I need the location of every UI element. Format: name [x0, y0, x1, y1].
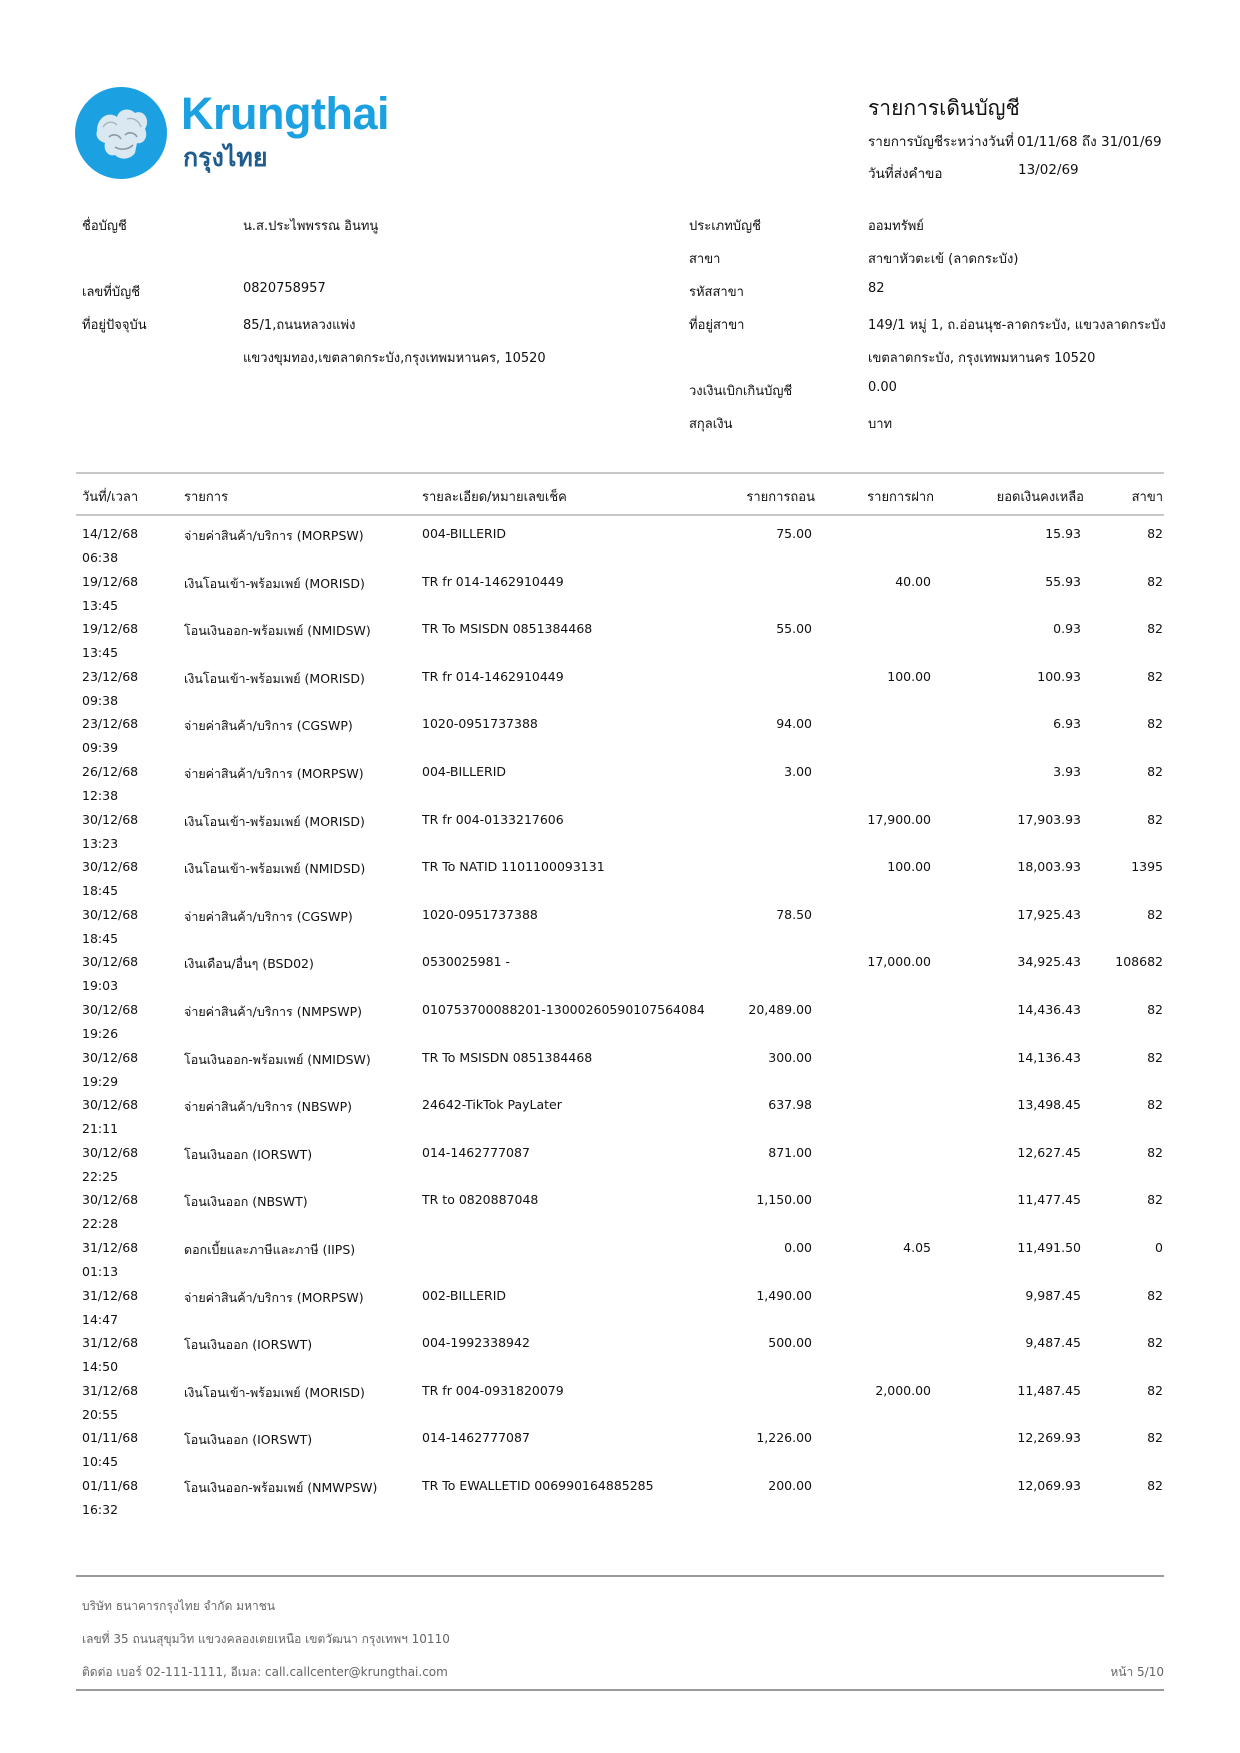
row-deposit: 4.05 [903, 1240, 931, 1255]
row-description: โอนเงินออก-พร้อมเพย์ (NMIDSW) [184, 1051, 371, 1067]
row-description: เงินโอนเข้า-พร้อมเพย์ (MORISD) [184, 670, 365, 686]
col-header-detail: รายละเอียด/หมายเลขเช็ค [422, 490, 567, 505]
period-value: 01/11/68 ถึง 31/01/69 [1017, 134, 1162, 150]
row-time: 16:32 [82, 1502, 119, 1517]
table-row [0, 1188, 1240, 1236]
row-branch: 82 [1147, 526, 1163, 541]
krungthai-logo-emblem [75, 87, 167, 179]
row-description: จ่ายค่าสินค้า/บริการ (CGSWP) [184, 908, 353, 924]
row-description: จ่ายค่าสินค้า/บริการ (MORPSW) [184, 766, 364, 781]
row-detail: TR To NATID 1101100093131 [422, 859, 605, 875]
account-type-value: ออมทรัพย์ [868, 219, 924, 234]
row-time: 01:13 [82, 1264, 119, 1279]
row-description: เงินโอนเข้า-พร้อมเพย์ (MORISD) [184, 1384, 365, 1400]
row-date: 23/12/68 [82, 716, 139, 732]
row-time: 13:45 [82, 645, 119, 661]
row-withdrawal: 78.50 [776, 906, 812, 922]
row-description: โอนเงินออก-พร้อมเพย์ (NMWPSW) [184, 1480, 378, 1495]
table-row [0, 1284, 1240, 1332]
page-number: หน้า 5/10 [1110, 1665, 1164, 1679]
row-branch: 82 [1147, 811, 1163, 827]
col-header-withdrawal: รายการถอน [746, 490, 815, 505]
row-branch: 82 [1147, 668, 1163, 684]
row-description: จ่ายค่าสินค้า/บริการ (NBSWP) [184, 1099, 353, 1115]
row-detail: 004-BILLERID [422, 764, 507, 779]
row-detail: TR fr 014-1462910449 [422, 668, 564, 684]
row-withdrawal: 20,489.00 [748, 1002, 812, 1017]
row-balance: 12,069.93 [1017, 1478, 1081, 1493]
row-date: 26/12/68 [82, 764, 139, 779]
footer-top-rule [76, 1575, 1164, 1577]
account-number-label: เลขที่บัญชี [82, 285, 141, 300]
row-description: ดอกเบี้ยและภาษีและภาษี (IIPS) [184, 1242, 356, 1257]
row-detail: TR to 0820887048 [422, 1192, 539, 1208]
row-branch: 82 [1147, 1335, 1163, 1351]
row-balance: 14,136.43 [1017, 1049, 1081, 1065]
footer-address: เลขที่ 35 ถนนสุขุมวิท แขวงคลองเตยเหนือ เขตวัฒนา กรุงเทพฯ 10110 [82, 1632, 450, 1646]
row-date: 30/12/68 [82, 1097, 139, 1113]
row-detail: TR fr 004-0931820079 [422, 1382, 564, 1398]
row-time: 19:03 [82, 978, 119, 994]
address-line-1: 85/1,ถนนหลวงแพ่ง [243, 318, 356, 333]
row-time: 18:45 [82, 883, 119, 899]
row-withdrawal: 1,490.00 [756, 1287, 812, 1303]
row-withdrawal: 3.00 [784, 764, 812, 779]
row-time: 19:26 [82, 1026, 119, 1041]
row-time: 14:47 [82, 1311, 119, 1327]
row-balance: 100.93 [1037, 668, 1081, 684]
branch-address-label: ที่อยู่สาขา [689, 318, 745, 333]
row-balance: 17,903.93 [1017, 811, 1081, 827]
address-label: ที่อยู่ปัจจุบัน [82, 318, 147, 333]
table-header-rule [76, 514, 1164, 516]
row-time: 21:11 [82, 1121, 119, 1137]
row-time: 19:29 [82, 1073, 119, 1089]
row-time: 12:38 [82, 788, 119, 803]
row-date: 31/12/68 [82, 1382, 139, 1398]
branch-code-label: รหัสสาขา [689, 285, 744, 300]
branch-label: สาขา [689, 252, 721, 267]
row-branch: 82 [1147, 621, 1163, 637]
table-row [0, 1141, 1240, 1189]
row-detail: 002-BILLERID [422, 1287, 507, 1303]
row-description: จ่ายค่าสินค้า/บริการ (CGSWP) [184, 718, 353, 734]
row-balance: 17,925.43 [1017, 906, 1081, 922]
col-header-balance: ยอดเงินคงเหลือ [996, 490, 1084, 505]
row-date: 31/12/68 [82, 1287, 139, 1303]
row-balance: 12,627.45 [1017, 1144, 1081, 1160]
row-date: 01/11/68 [82, 1430, 139, 1446]
row-branch: 0 [1155, 1240, 1163, 1255]
table-row [0, 855, 1240, 903]
row-balance: 18,003.93 [1017, 859, 1081, 875]
row-withdrawal: 637.98 [768, 1097, 812, 1113]
row-withdrawal: 94.00 [776, 716, 812, 732]
table-row [0, 570, 1240, 618]
row-withdrawal: 75.00 [776, 526, 812, 541]
brand-name-th: กรุงไทย [183, 143, 268, 172]
row-time: 18:45 [82, 930, 119, 946]
row-detail: TR To MSISDN 0851384468 [422, 1049, 593, 1065]
row-branch: 82 [1147, 1287, 1163, 1303]
row-branch: 82 [1147, 1192, 1163, 1208]
row-detail: 014-1462777087 [422, 1144, 530, 1160]
row-branch: 82 [1147, 1049, 1163, 1065]
table-row [0, 1331, 1240, 1379]
table-row [0, 998, 1240, 1046]
row-time: 13:45 [82, 597, 119, 613]
row-time: 14:50 [82, 1359, 119, 1375]
row-detail: TR fr 014-1462910449 [422, 573, 564, 589]
row-balance: 9,487.45 [1025, 1335, 1081, 1351]
table-row [0, 1426, 1240, 1474]
row-detail: 004-BILLERID [422, 526, 507, 541]
branch-address-line-1: 149/1 หมู่ 1, ถ.อ่อนนุช-ลาดกระบัง, แขวงลาดกระบัง [868, 318, 1166, 333]
row-description: จ่ายค่าสินค้า/บริการ (MORPSW) [184, 1289, 364, 1305]
row-balance: 12,269.93 [1017, 1430, 1081, 1446]
table-row [0, 665, 1240, 713]
col-header-description: รายการ [184, 490, 229, 505]
row-withdrawal: 55.00 [776, 621, 812, 637]
row-date: 19/12/68 [82, 573, 139, 589]
row-time: 22:25 [82, 1168, 119, 1184]
row-branch: 82 [1147, 1478, 1163, 1493]
row-date: 30/12/68 [82, 859, 139, 875]
garuda-emblem-icon [75, 87, 167, 179]
row-time: 22:28 [82, 1216, 119, 1232]
period-label: รายการบัญชีระหว่างวันที่ [868, 134, 1014, 150]
row-withdrawal: 0.00 [784, 1240, 812, 1255]
row-balance: 14,436.43 [1017, 1002, 1081, 1017]
table-row [0, 1236, 1240, 1284]
account-type-label: ประเภทบัญชี [689, 219, 761, 234]
row-description: เงินโอนเข้า-พร้อมเพย์ (MORISD) [184, 813, 365, 829]
row-branch: 1395 [1131, 859, 1163, 875]
row-withdrawal: 500.00 [768, 1335, 812, 1351]
table-row [0, 760, 1240, 808]
row-description: จ่ายค่าสินค้า/บริการ (NMPSWP) [184, 1004, 362, 1019]
col-header-deposit: รายการฝาก [867, 490, 934, 505]
table-row [0, 808, 1240, 856]
row-date: 30/12/68 [82, 1049, 139, 1065]
document-title: รายการเดินบัญชี [868, 96, 1020, 120]
row-time: 20:55 [82, 1406, 119, 1422]
branch-value: สาขาหัวตะเข้ (ลาดกระบัง) [868, 252, 1019, 267]
row-balance: 9,987.45 [1025, 1287, 1081, 1303]
row-balance: 11,491.50 [1017, 1240, 1081, 1255]
row-detail: 1020-0951737388 [422, 716, 538, 732]
row-description: โอนเงินออก (NBSWT) [184, 1194, 308, 1210]
row-description: เงินโอนเข้า-พร้อมเพย์ (NMIDSD) [184, 861, 366, 877]
row-balance: 15.93 [1045, 526, 1081, 541]
row-time: 13:23 [82, 835, 119, 851]
row-date: 19/12/68 [82, 621, 139, 637]
row-time: 09:39 [82, 740, 119, 756]
row-date: 31/12/68 [82, 1335, 139, 1351]
row-description: จ่ายค่าสินค้า/บริการ (MORPSW) [184, 528, 364, 543]
row-balance: 34,925.43 [1017, 954, 1081, 970]
row-time: 09:38 [82, 692, 119, 708]
request-date-value: 13/02/69 [1018, 162, 1079, 178]
row-date: 30/12/68 [82, 811, 139, 827]
currency-value: บาท [868, 417, 893, 432]
request-date-label: วันที่ส่งคำขอ [868, 166, 943, 182]
row-detail: 010753700088201-13000260590107564084 [422, 1002, 705, 1017]
table-row [0, 950, 1240, 998]
row-detail: 014-1462777087 [422, 1430, 530, 1446]
row-detail: TR To EWALLETID 006990164885285 [422, 1478, 654, 1493]
row-balance: 11,487.45 [1017, 1382, 1081, 1398]
footer-bottom-rule [76, 1689, 1164, 1691]
currency-label: สกุลเงิน [689, 417, 733, 432]
row-branch: 108682 [1115, 954, 1163, 970]
row-balance: 13,498.45 [1017, 1097, 1081, 1113]
row-time: 06:38 [82, 550, 119, 565]
row-detail: 0530025981 - [422, 954, 511, 970]
row-description: โอนเงินออก (IORSWT) [184, 1432, 313, 1448]
branch-code-value: 82 [868, 281, 885, 296]
row-balance: 3.93 [1053, 764, 1081, 779]
row-branch: 82 [1147, 716, 1163, 732]
row-branch: 82 [1147, 906, 1163, 922]
table-row [0, 1093, 1240, 1141]
table-row [0, 1474, 1240, 1522]
table-row [0, 1046, 1240, 1094]
row-balance: 6.93 [1053, 716, 1081, 732]
row-detail: 24642-TikTok PayLater [422, 1097, 562, 1113]
overdraft-label: วงเงินเบิกเกินบัญชี [689, 384, 793, 399]
overdraft-value: 0.00 [868, 380, 897, 395]
footer-company: บริษัท ธนาคารกรุงไทย จำกัด มหาชน [82, 1599, 276, 1613]
table-row [0, 712, 1240, 760]
row-deposit: 17,000.00 [867, 954, 931, 970]
row-balance: 0.93 [1053, 621, 1081, 637]
row-branch: 82 [1147, 1382, 1163, 1398]
table-row [0, 617, 1240, 665]
row-detail: TR To MSISDN 0851384468 [422, 621, 593, 637]
row-detail: 1020-0951737388 [422, 906, 538, 922]
row-branch: 82 [1147, 1097, 1163, 1113]
table-top-rule [76, 472, 1164, 474]
branch-address-line-2: เขตลาดกระบัง, กรุงเทพมหานคร 10520 [868, 351, 1096, 366]
row-withdrawal: 871.00 [768, 1144, 812, 1160]
row-deposit: 40.00 [895, 573, 931, 589]
row-date: 30/12/68 [82, 1144, 139, 1160]
row-balance: 11,477.45 [1017, 1192, 1081, 1208]
row-date: 30/12/68 [82, 906, 139, 922]
table-row [0, 1379, 1240, 1427]
row-deposit: 100.00 [887, 668, 931, 684]
account-name-label: ชื่อบัญชี [82, 219, 127, 234]
table-row [0, 522, 1240, 570]
row-branch: 82 [1147, 1430, 1163, 1446]
row-description: โอนเงินออก-พร้อมเพย์ (NMIDSW) [184, 623, 371, 639]
address-line-2: แขวงขุมทอง,เขตลาดกระบัง,กรุงเทพมหานคร, 10520 [243, 351, 546, 366]
row-date: 30/12/68 [82, 954, 139, 970]
row-branch: 82 [1147, 1144, 1163, 1160]
row-date: 30/12/68 [82, 1002, 139, 1017]
row-branch: 82 [1147, 764, 1163, 779]
row-description: เงินโอนเข้า-พร้อมเพย์ (MORISD) [184, 575, 365, 591]
row-withdrawal: 200.00 [768, 1478, 812, 1493]
table-row [0, 903, 1240, 951]
brand-name-en: Krungthai [181, 88, 389, 139]
row-branch: 82 [1147, 1002, 1163, 1017]
row-description: เงินเดือน/อื่นๆ (BSD02) [184, 956, 314, 972]
row-withdrawal: 1,226.00 [756, 1430, 812, 1446]
account-name-value: น.ส.ประไพพรรณ อินทนู [243, 219, 379, 234]
row-balance: 55.93 [1045, 573, 1081, 589]
row-description: โอนเงินออก (IORSWT) [184, 1337, 313, 1353]
row-date: 31/12/68 [82, 1240, 139, 1255]
footer-contact: ติดต่อ เบอร์ 02-111-1111, อีเมล: call.callcenter@krungthai.com [82, 1665, 448, 1679]
row-deposit: 17,900.00 [867, 811, 931, 827]
row-date: 30/12/68 [82, 1192, 139, 1208]
row-deposit: 2,000.00 [875, 1382, 931, 1398]
row-description: โอนเงินออก (IORSWT) [184, 1146, 313, 1162]
row-withdrawal: 1,150.00 [756, 1192, 812, 1208]
row-detail: TR fr 004-0133217606 [422, 811, 564, 827]
row-branch: 82 [1147, 573, 1163, 589]
row-detail: 004-1992338942 [422, 1335, 530, 1351]
row-date: 01/11/68 [82, 1478, 139, 1493]
row-deposit: 100.00 [887, 859, 931, 875]
col-header-branch: สาขา [1131, 490, 1163, 505]
row-time: 10:45 [82, 1454, 119, 1470]
row-date: 23/12/68 [82, 668, 139, 684]
row-date: 14/12/68 [82, 526, 139, 541]
col-header-datetime: วันที่/เวลา [82, 490, 139, 505]
account-number-value: 0820758957 [243, 281, 326, 296]
row-withdrawal: 300.00 [768, 1049, 812, 1065]
